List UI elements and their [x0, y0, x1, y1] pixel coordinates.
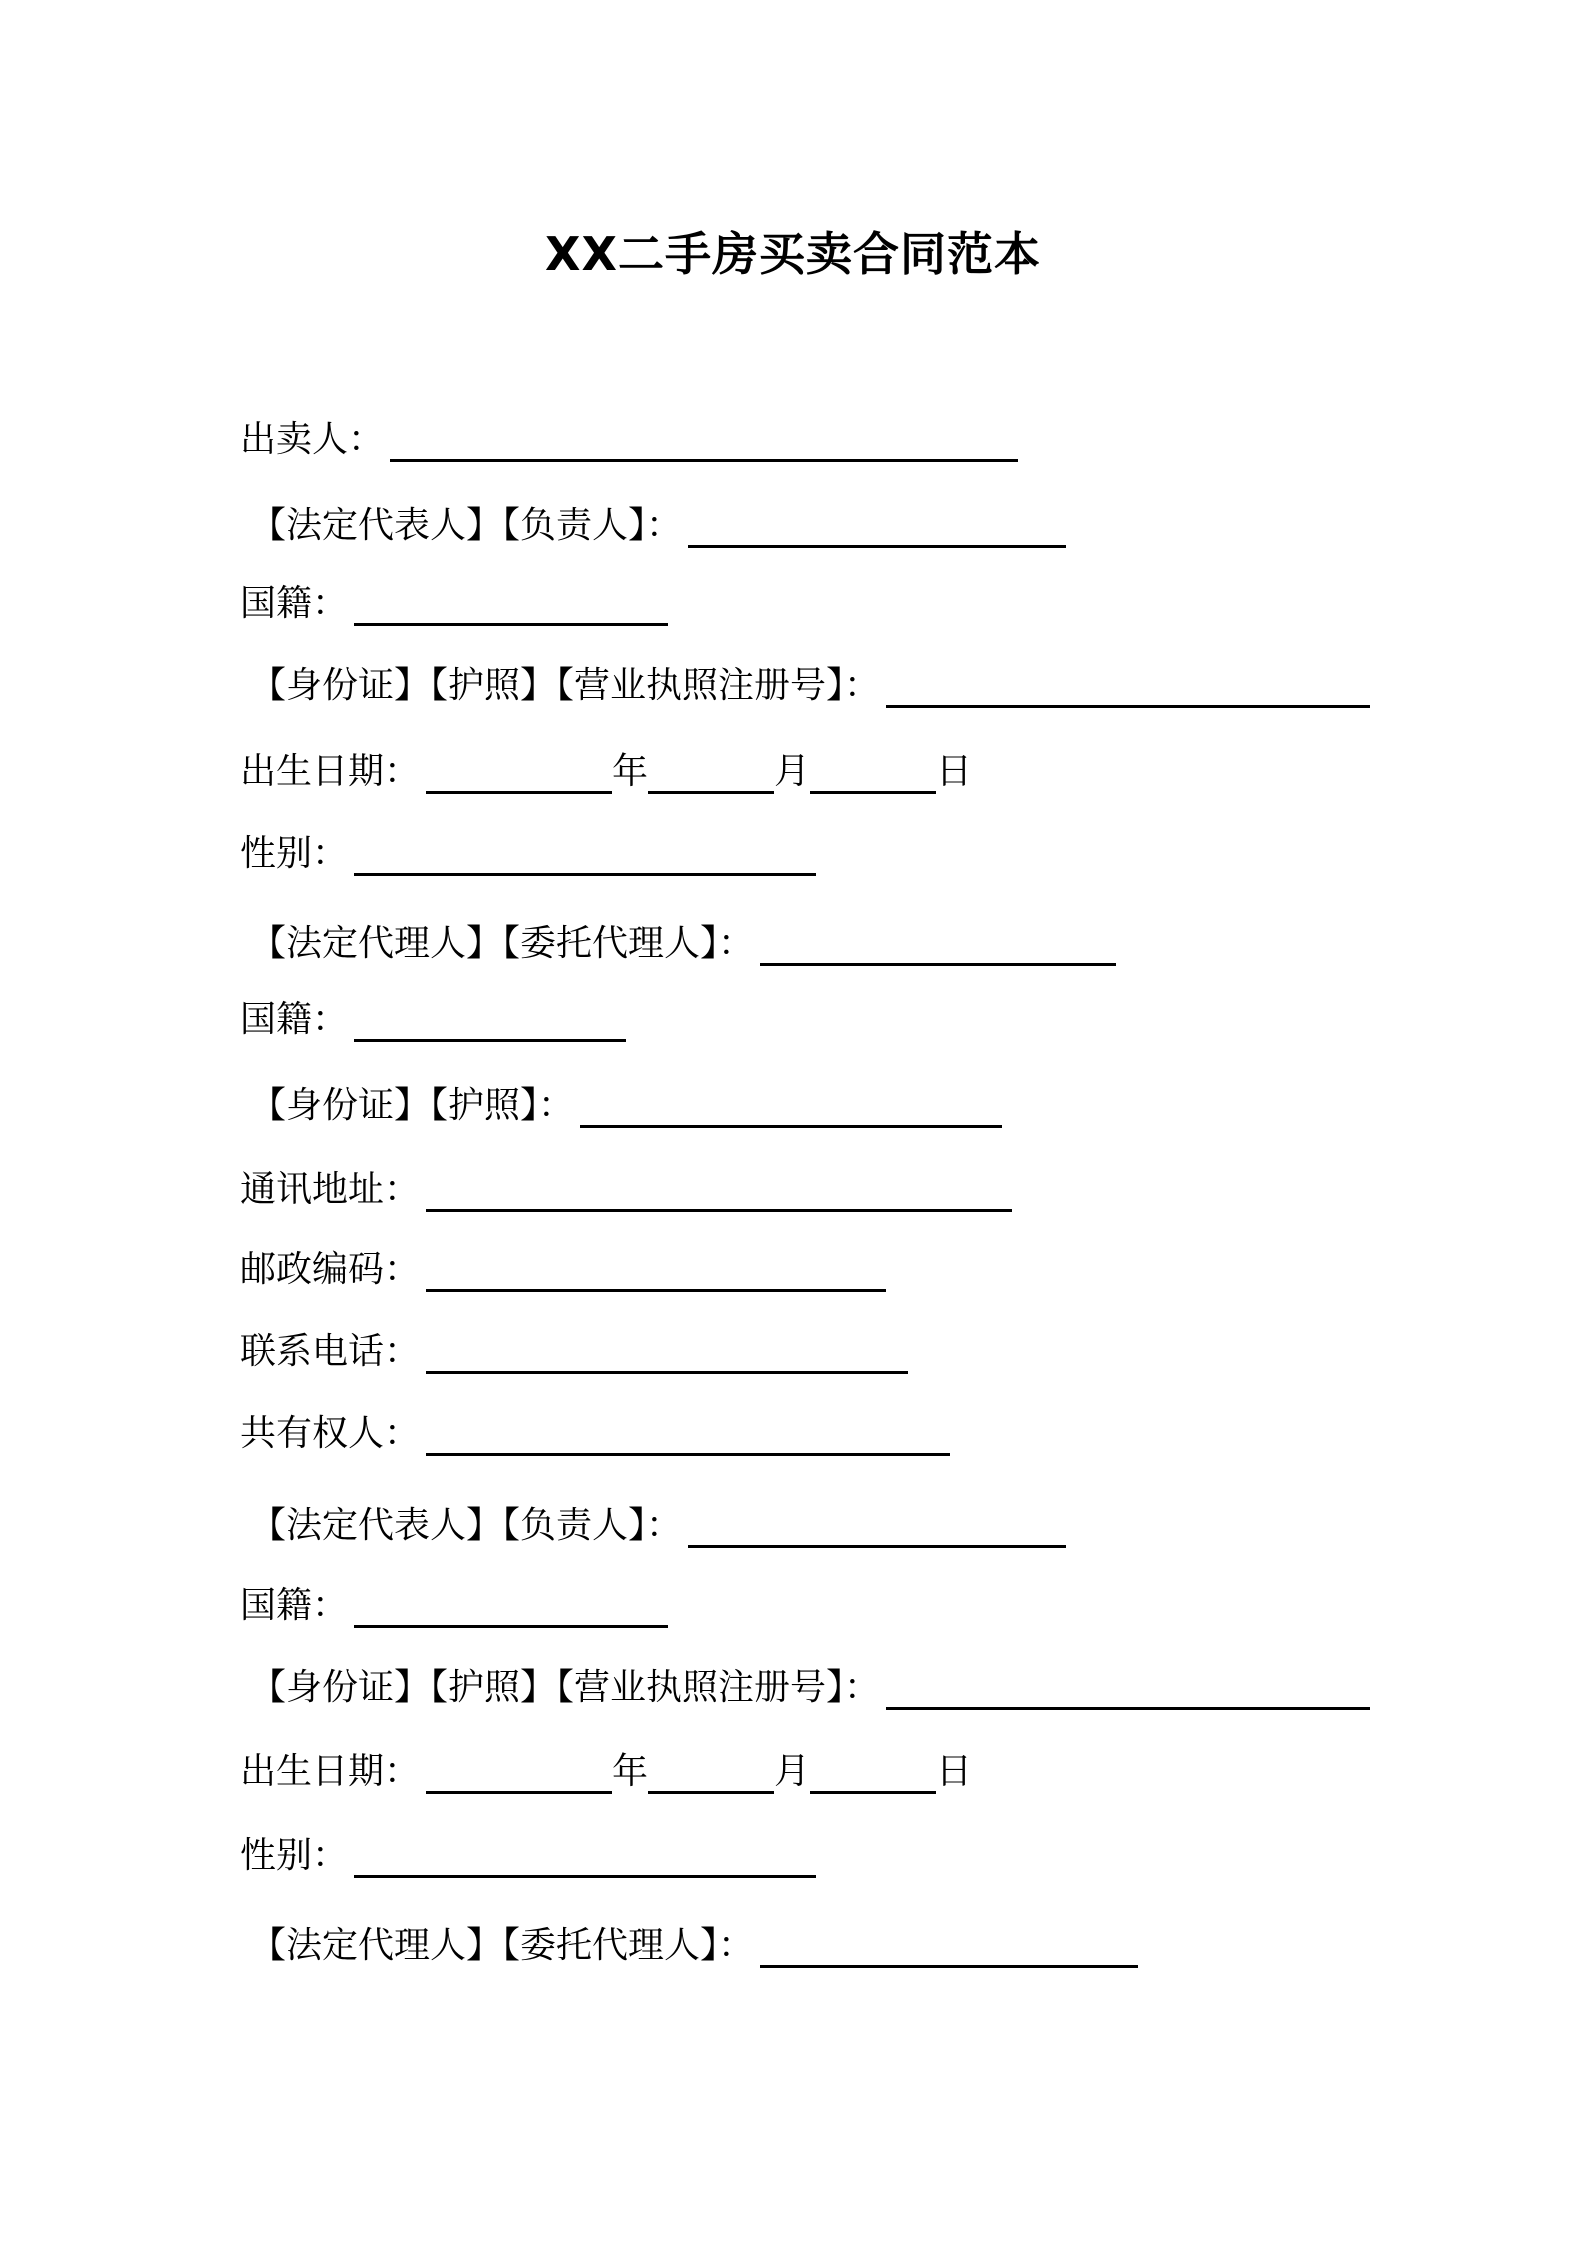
- year-unit: 年: [612, 751, 649, 792]
- co-owner-birth-month-blank[interactable]: [648, 1757, 774, 1794]
- seller-label: 出卖人：: [240, 419, 385, 460]
- co-owner-id-field: [250, 1666, 1370, 1710]
- phone-field: [240, 1330, 908, 1374]
- co-owner-birth-year-blank[interactable]: [426, 1757, 612, 1794]
- agent-nationality-blank[interactable]: [354, 1005, 626, 1042]
- co-owner-gender-blank[interactable]: [354, 1841, 816, 1878]
- co-owner-nationality-field: [240, 1584, 668, 1628]
- co-owner-agent-blank[interactable]: [760, 1931, 1138, 1968]
- co-owner-birth-day-blank[interactable]: [810, 1757, 936, 1794]
- nationality-label: 国籍：: [240, 583, 349, 624]
- postal-code-field: [240, 1248, 886, 1292]
- co-owner-representative-blank[interactable]: [688, 1511, 1066, 1548]
- co-owner-label: 共有权人：: [240, 1413, 421, 1454]
- gender-label: 性别：: [240, 833, 349, 874]
- legal-representative-blank[interactable]: [688, 511, 1066, 548]
- seller-blank[interactable]: [390, 425, 1018, 462]
- agent-id-label: 【身份证】【护照】：: [250, 1085, 575, 1126]
- co-owner-blank[interactable]: [426, 1419, 950, 1456]
- id-number-label: 【身份证】【护照】【营业执照注册号】：: [250, 665, 881, 706]
- phone-label: 联系电话：: [240, 1331, 421, 1372]
- address-label: 通讯地址：: [240, 1169, 421, 1210]
- co-owner-agent-field: [250, 1924, 1138, 1968]
- gender-blank[interactable]: [354, 839, 816, 876]
- phone-blank[interactable]: [426, 1337, 908, 1374]
- co-owner-gender-label: 性别：: [240, 1835, 349, 1876]
- agent-id-blank[interactable]: [580, 1091, 1002, 1128]
- seller-field: [240, 418, 1018, 462]
- co-owner-representative-label: 【法定代表人】【负责人】：: [250, 1505, 683, 1546]
- legal-representative-field: [250, 504, 1066, 548]
- co-owner-birth-date-field: [240, 1750, 972, 1794]
- co-owner-id-label: 【身份证】【护照】【营业执照注册号】：: [250, 1667, 881, 1708]
- co-owner-field: [240, 1412, 950, 1456]
- address-blank[interactable]: [426, 1175, 1012, 1212]
- birth-year-blank[interactable]: [426, 757, 612, 794]
- co-owner-representative-field: [250, 1504, 1066, 1548]
- co-owner-year-unit: 年: [612, 1751, 649, 1792]
- nationality-field: [240, 582, 668, 626]
- day-unit: 日: [936, 751, 973, 792]
- co-owner-day-unit: 日: [936, 1751, 973, 1792]
- co-owner-birth-date-label: 出生日期：: [240, 1751, 421, 1792]
- agent-blank[interactable]: [760, 929, 1116, 966]
- address-field: [240, 1168, 1012, 1212]
- legal-representative-label: 【法定代表人】【负责人】：: [250, 505, 683, 546]
- postal-code-label: 邮政编码：: [240, 1249, 421, 1290]
- co-owner-gender-field: [240, 1834, 816, 1878]
- agent-field: [250, 922, 1116, 966]
- agent-id-field: [250, 1084, 1002, 1128]
- co-owner-agent-label: 【法定代理人】【委托代理人】：: [250, 1925, 755, 1966]
- co-owner-nationality-blank[interactable]: [354, 1591, 668, 1628]
- month-unit: 月: [774, 751, 811, 792]
- birth-month-blank[interactable]: [648, 757, 774, 794]
- id-number-blank[interactable]: [886, 671, 1370, 708]
- birth-day-blank[interactable]: [810, 757, 936, 794]
- nationality-blank[interactable]: [354, 589, 668, 626]
- postal-code-blank[interactable]: [426, 1255, 886, 1292]
- agent-label: 【法定代理人】【委托代理人】：: [250, 923, 755, 964]
- agent-nationality-field: [240, 998, 626, 1042]
- id-number-field: [250, 664, 1370, 708]
- birth-date-field: [240, 750, 972, 794]
- gender-field: [240, 832, 816, 876]
- co-owner-month-unit: 月: [774, 1751, 811, 1792]
- agent-nationality-label: 国籍：: [240, 999, 349, 1040]
- birth-date-label: 出生日期：: [240, 751, 421, 792]
- page-title: XX二手房买卖合同范本: [545, 227, 1041, 281]
- co-owner-nationality-label: 国籍：: [240, 1585, 349, 1626]
- co-owner-id-blank[interactable]: [886, 1673, 1370, 1710]
